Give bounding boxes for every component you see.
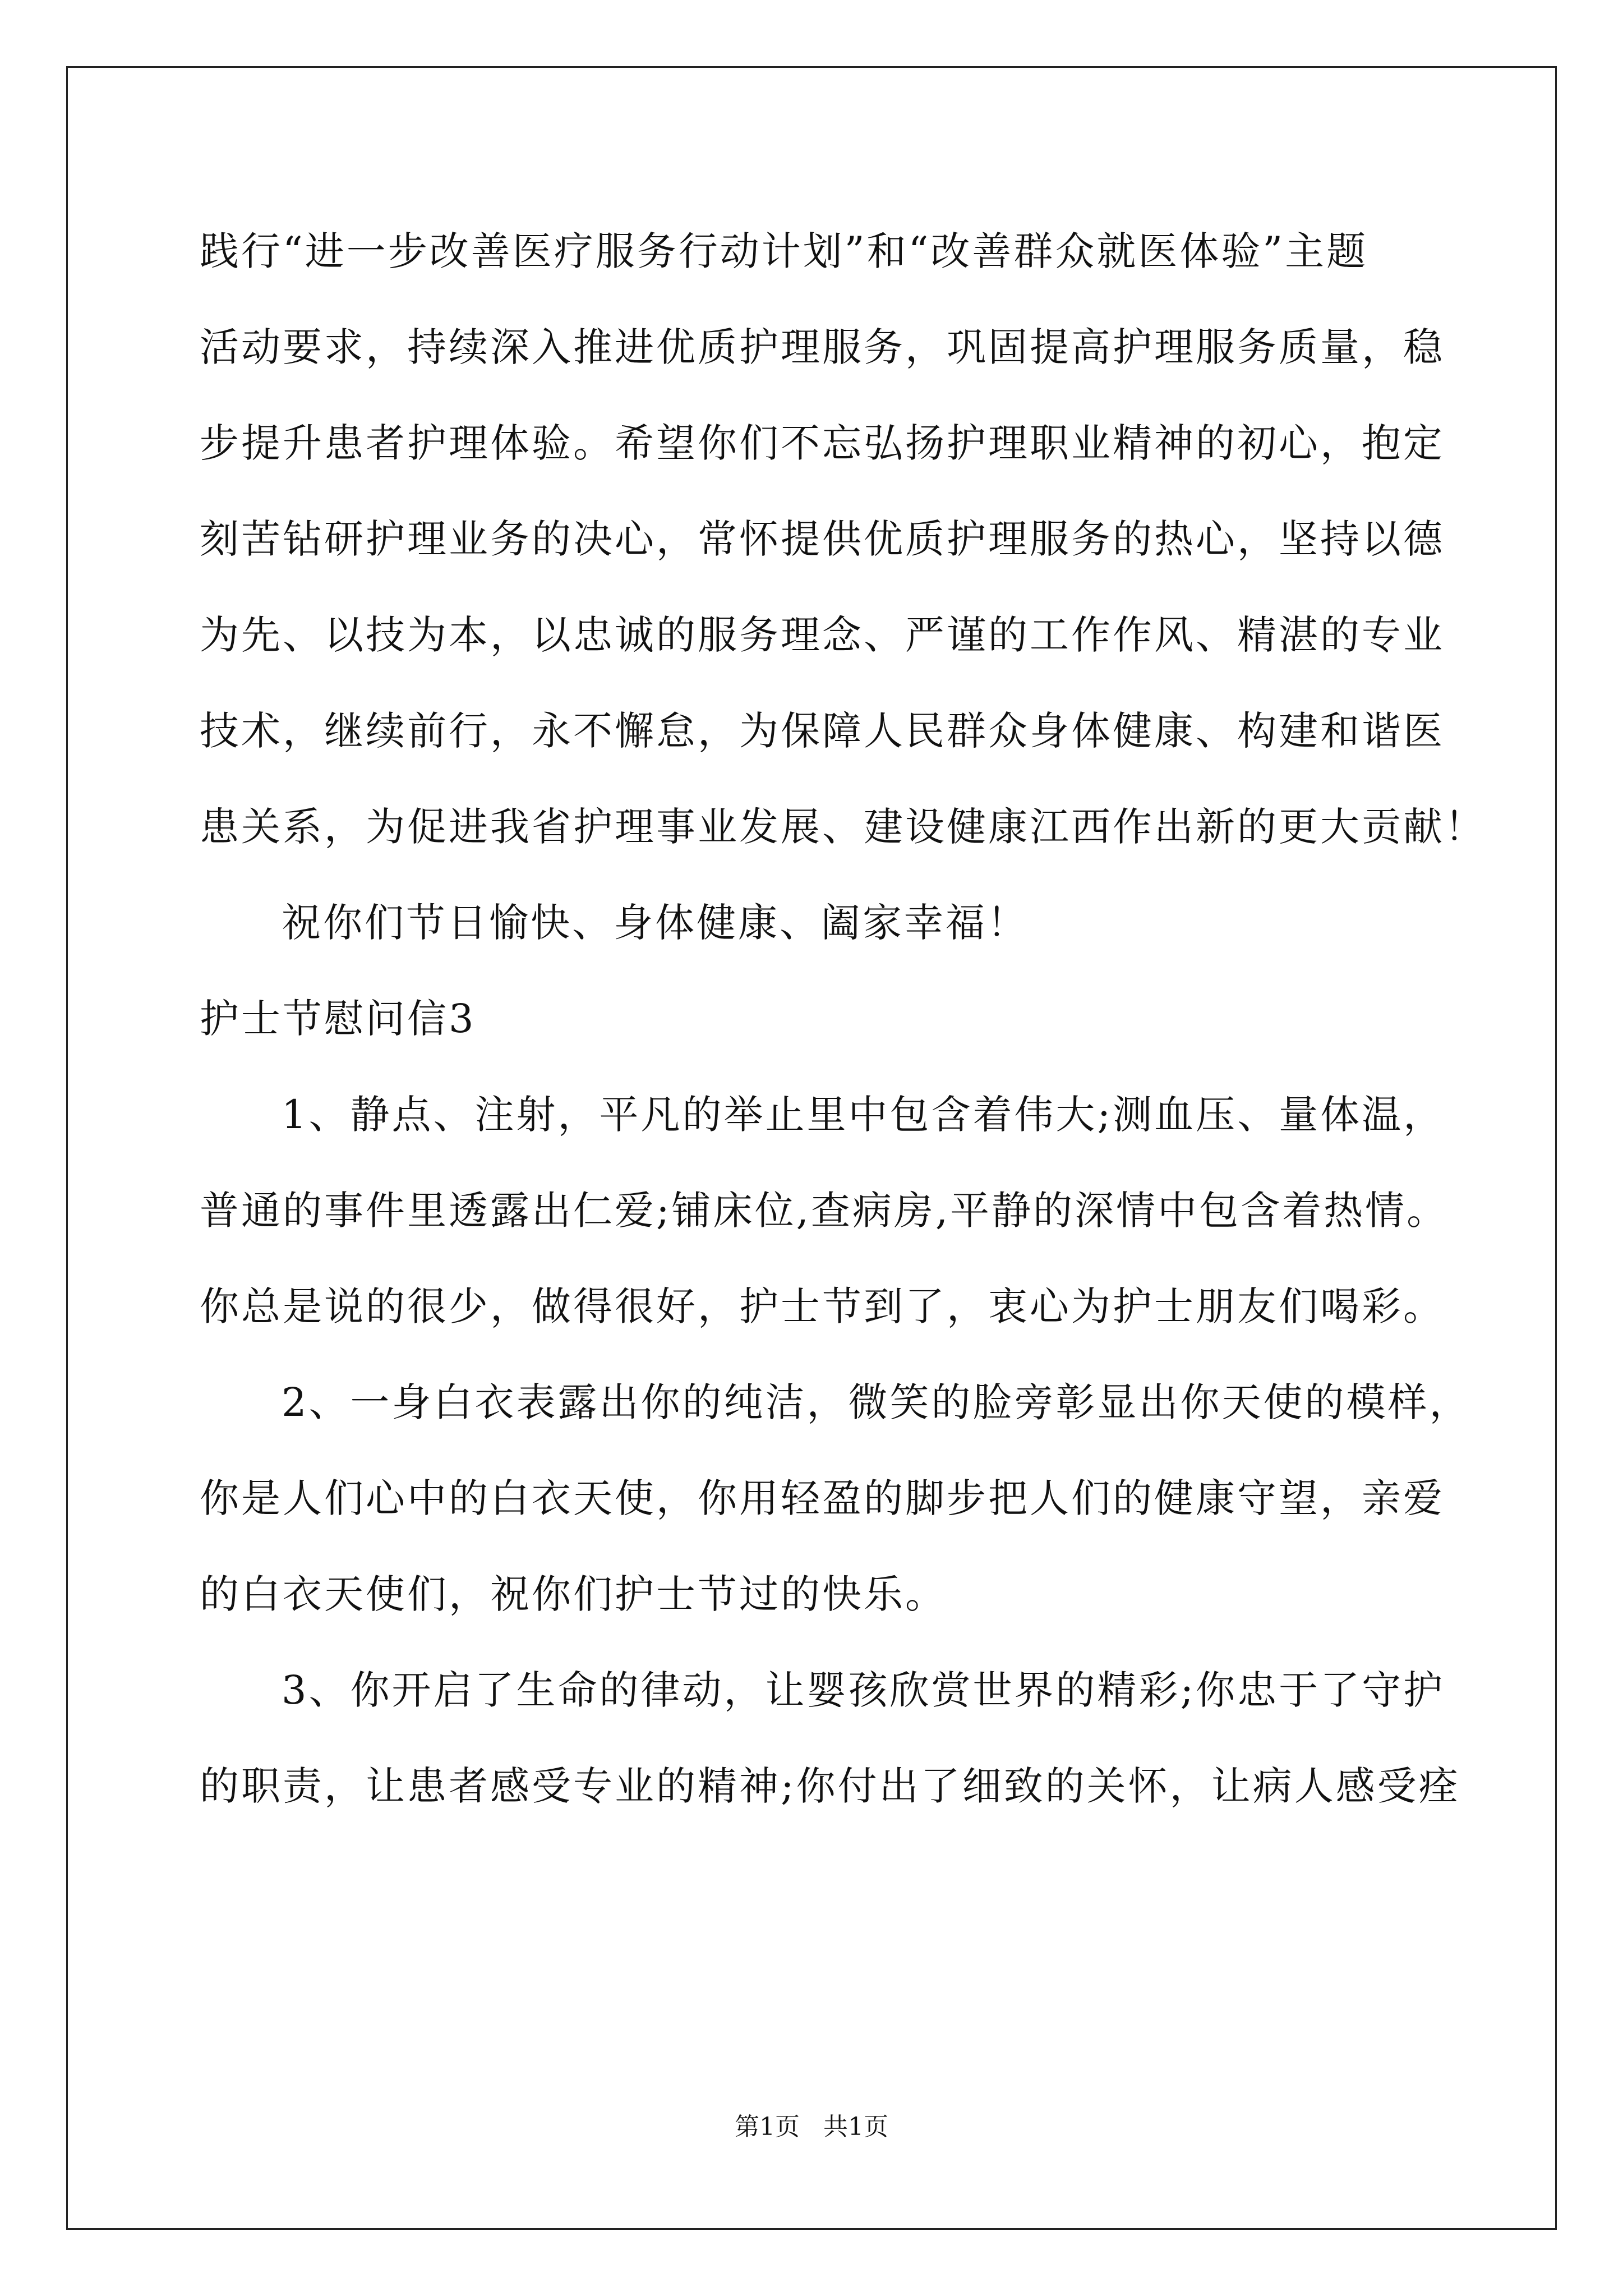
text-line: 你总是说的很少，做得很好，护士节到了，衷心为护士朋友们喝彩。 [200,1283,1445,1329]
text-line: 践行“进一步改善医疗服务行动计划”和“改善群众就医体验”主题 [200,228,1368,274]
text-line: 为先、以技为本，以忠诚的服务理念、严谨的工作作风、精湛的专业 [200,612,1445,658]
greeting-line: 祝你们节日愉快、身体健康、阖家幸福！ [282,900,1029,946]
text-line: 步提升患者护理体验。希望你们不忘弘扬护理职业精神的初心，抱定 [200,420,1445,466]
paragraph-start-1: 1、静点、注射，平凡的举止里中包含着伟大;测血压、量体温， [282,1092,1445,1138]
text-line: 活动要求，持续深入推进优质护理服务，巩固提高护理服务质量，稳 [200,324,1445,370]
text-line: 技术，继续前行，永不懈怠，为保障人民群众身体健康、构建和谐医 [200,708,1445,754]
text-line: 你是人们心中的白衣天使，你用轻盈的脚步把人们的健康守望，亲爱 [200,1475,1445,1521]
text-line: 刻苦钻研护理业务的决心，常怀提供优质护理服务的热心，坚持以德 [200,516,1445,562]
page-footer: 第1页 共1页 [735,2113,888,2141]
paragraph-start-2: 2、一身白衣表露出你的纯洁，微笑的脸旁彰显出你天使的模样， [282,1379,1471,1425]
text-line: 普通的事件里透露出仁爱;铺床位,查病房,平静的深情中包含着热情。 [200,1188,1449,1234]
text-line: 患关系，为促进我省护理事业发展、建设健康江西作出新的更大贡献！ [200,804,1486,850]
text-line: 的白衣天使们，祝你们护士节过的快乐。 [200,1571,947,1617]
paragraph-start-3: 3、你开启了生命的律动，让婴孩欣赏世界的精彩;你忠于了守护 [282,1667,1445,1713]
text-line: 的职责，让患者感受专业的精神;你付出了细致的关怀，让病人感受痊 [200,1763,1460,1809]
body-text [200,218,1486,1848]
section-heading: 护士节慰问信3 [200,996,476,1042]
